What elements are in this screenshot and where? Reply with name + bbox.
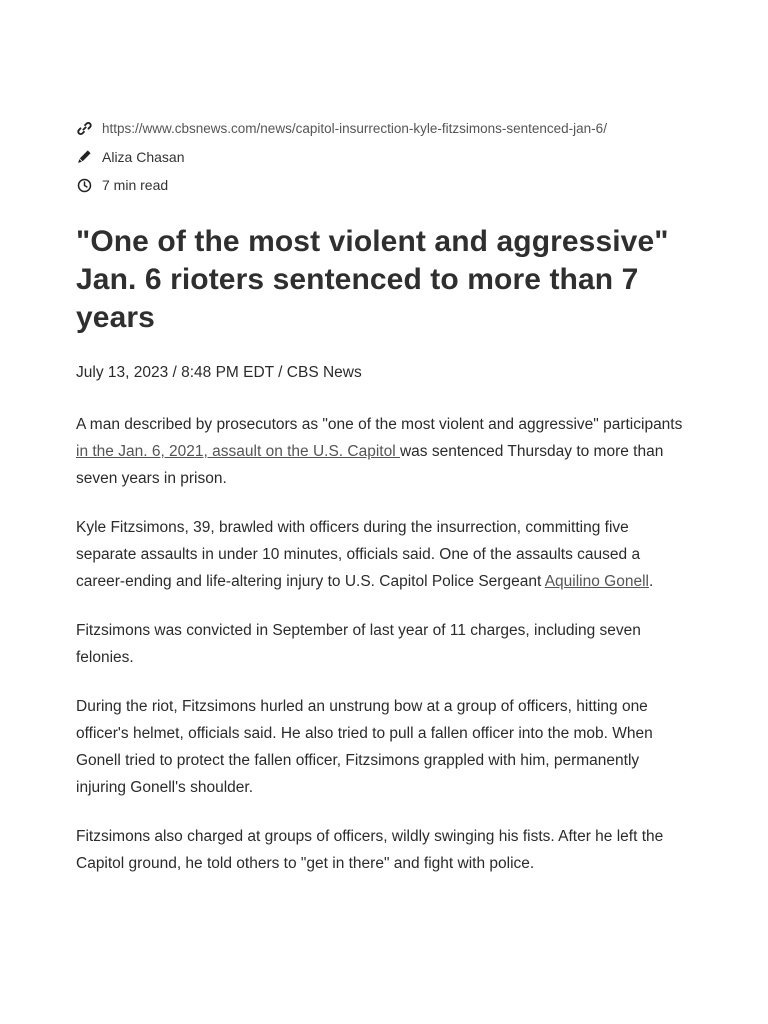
- paragraph-1-text-start: A man described by prosecutors as "one of the most violent and aggressive" participants: [76, 416, 683, 433]
- pen-icon: [76, 149, 92, 165]
- paragraph-2-text-end: .: [648, 573, 654, 590]
- article-meta: [76, 114, 716, 200]
- clock-icon: [76, 177, 92, 193]
- dateline: July 13, 2023 / 8:48 PM EDT / CBS News: [76, 364, 362, 381]
- capitol-assault-link[interactable]: in the Jan. 6, 2021, assault on the U.S. Capitol: [76, 443, 400, 460]
- meta-author-row: [76, 143, 716, 172]
- paragraph-2-text-start: Kyle Fitzsimons, 39, brawled with officers during the insurrection, committing five separate assaults in under 10 minutes, officials said. One of the assaults caused a career-ending and life-altering injury to U.S. Capitol Police Sergeant: [76, 519, 641, 590]
- aquilino-gonell-link[interactable]: Aquilino Gonell: [544, 573, 649, 590]
- link-icon: [76, 120, 92, 136]
- author-name: Aliza Chasan: [102, 148, 185, 165]
- paragraph-3: Fitzsimons was convicted in September of last year of 11 charges, including seven felonies.: [76, 622, 641, 666]
- paragraph-1: [76, 411, 692, 492]
- paragraph-1-text-end: was sentenced Thursday to more than seven years in prison.: [76, 443, 664, 487]
- article-url[interactable]: https://www.cbsnews.com/news/capitol-insurrection-kyle-fitzsimons-sentenced-jan-6/: [102, 120, 607, 136]
- headline: "One of the most violent and aggressive" Jan. 6 rioters sentenced to more than 7 years: [76, 225, 669, 334]
- paragraph-4: During the riot, Fitzsimons hurled an unstrung bow at a group of officers, hitting one officer's helmet, officials said. He also tried to pull a fallen officer into the mob. When Gonell tried to protect the fallen officer, Fitzsimons grappled with him, permanently injuring Gonell's shoulder.: [76, 698, 653, 796]
- article-body: [76, 411, 692, 899]
- read-time: 7 min read: [102, 177, 169, 194]
- meta-readtime-row: [76, 171, 716, 200]
- paragraph-5: Fitzsimons also charged at groups of officers, wildly swinging his fists. After he left the Capitol ground, he told others to "get in there" and fight with police.: [76, 828, 664, 872]
- paragraph-2: [76, 514, 692, 595]
- meta-url-row: [76, 114, 716, 143]
